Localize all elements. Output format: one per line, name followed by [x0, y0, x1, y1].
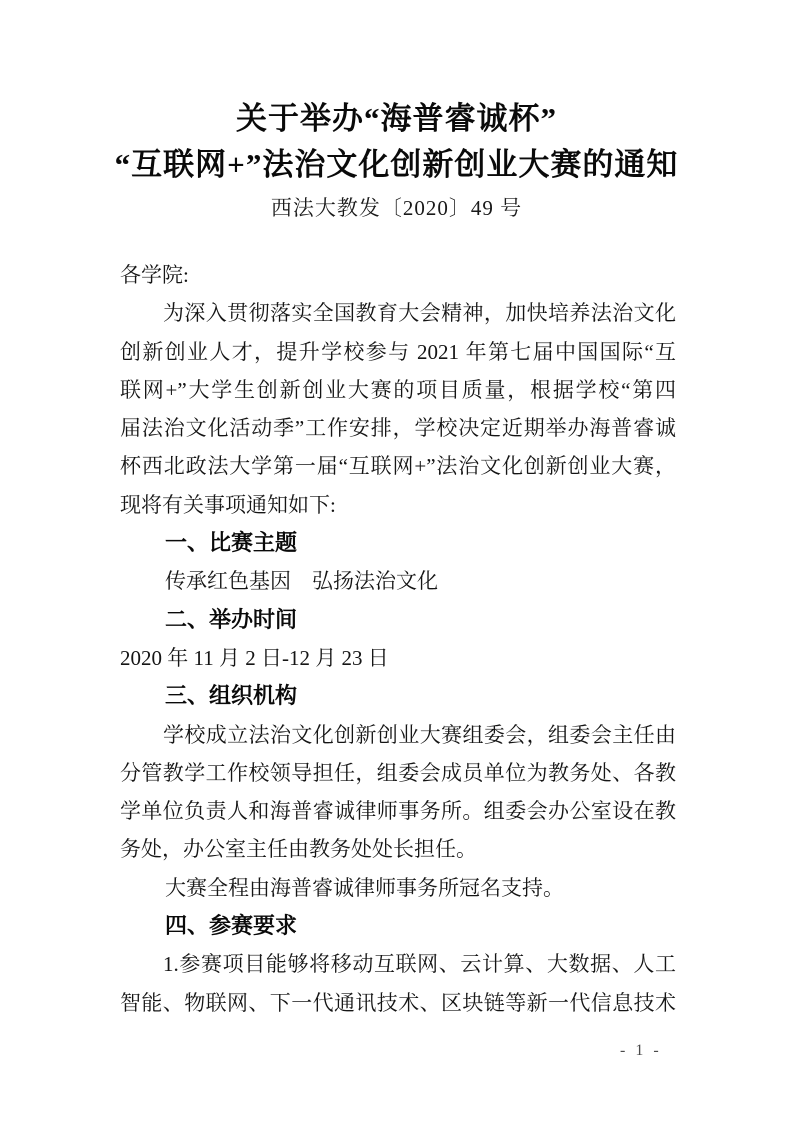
- document-number: 西法大教发〔2020〕49 号: [270, 196, 523, 220]
- body-line: 联网+”大学生创新创业大赛的项目质量，根据学校“第四: [120, 377, 676, 402]
- body-line: 杯西北政法大学第一届“互联网+”法治文化创新创业大赛，: [120, 454, 676, 479]
- document-title-line1: 关于举办“海普睿诚杯”: [236, 101, 557, 136]
- body-line: 届法治文化活动季”工作安排，学校决定近期举办海普睿诚: [120, 416, 676, 441]
- body-line: 分管教学工作校领导担任，组委会成员单位为教务处、各教: [120, 760, 676, 785]
- body-line: 传承红色基因 弘扬法治文化: [165, 569, 438, 594]
- document-title-line2: “互联网+”法治文化创新创业大赛的通知: [114, 147, 679, 182]
- section-heading: 二、举办时间: [165, 606, 298, 632]
- section-heading: 三、组织机构: [165, 683, 298, 709]
- body-line: 各学院:: [120, 263, 189, 287]
- document-body: [120, 256, 676, 1022]
- body-line: 大赛全程由海普睿诚律师事务所冠名支持。: [165, 875, 564, 900]
- body-line: 1.参赛项目能够将移动互联网、云计算、大数据、人工: [163, 952, 676, 977]
- body-line: 现将有关事项通知如下:: [120, 492, 336, 517]
- body-line: 务处，办公室主任由教务处处长担任。: [120, 837, 477, 862]
- body-line: 智能、物联网、下一代通讯技术、区块链等新一代信息技术: [120, 990, 676, 1015]
- section-heading: 一、比赛主题: [165, 530, 298, 556]
- body-line: 为深入贯彻落实全国教育大会精神，加快培养法治文化: [163, 301, 676, 326]
- document-header: [0, 96, 793, 221]
- page-number: - 1 -: [620, 1042, 662, 1059]
- body-line: 学单位负责人和海普睿诚律师事务所。组委会办公室设在教: [120, 799, 676, 824]
- body-line: 创新创业人才，提升学校参与 2021 年第七届中国国际“互: [120, 339, 676, 364]
- section-heading: 四、参赛要求: [165, 913, 298, 939]
- body-line: 2020 年 11 月 2 日-12 月 23 日: [120, 645, 389, 670]
- body-line: 学校成立法治文化创新创业大赛组委会，组委会主任由: [163, 722, 676, 747]
